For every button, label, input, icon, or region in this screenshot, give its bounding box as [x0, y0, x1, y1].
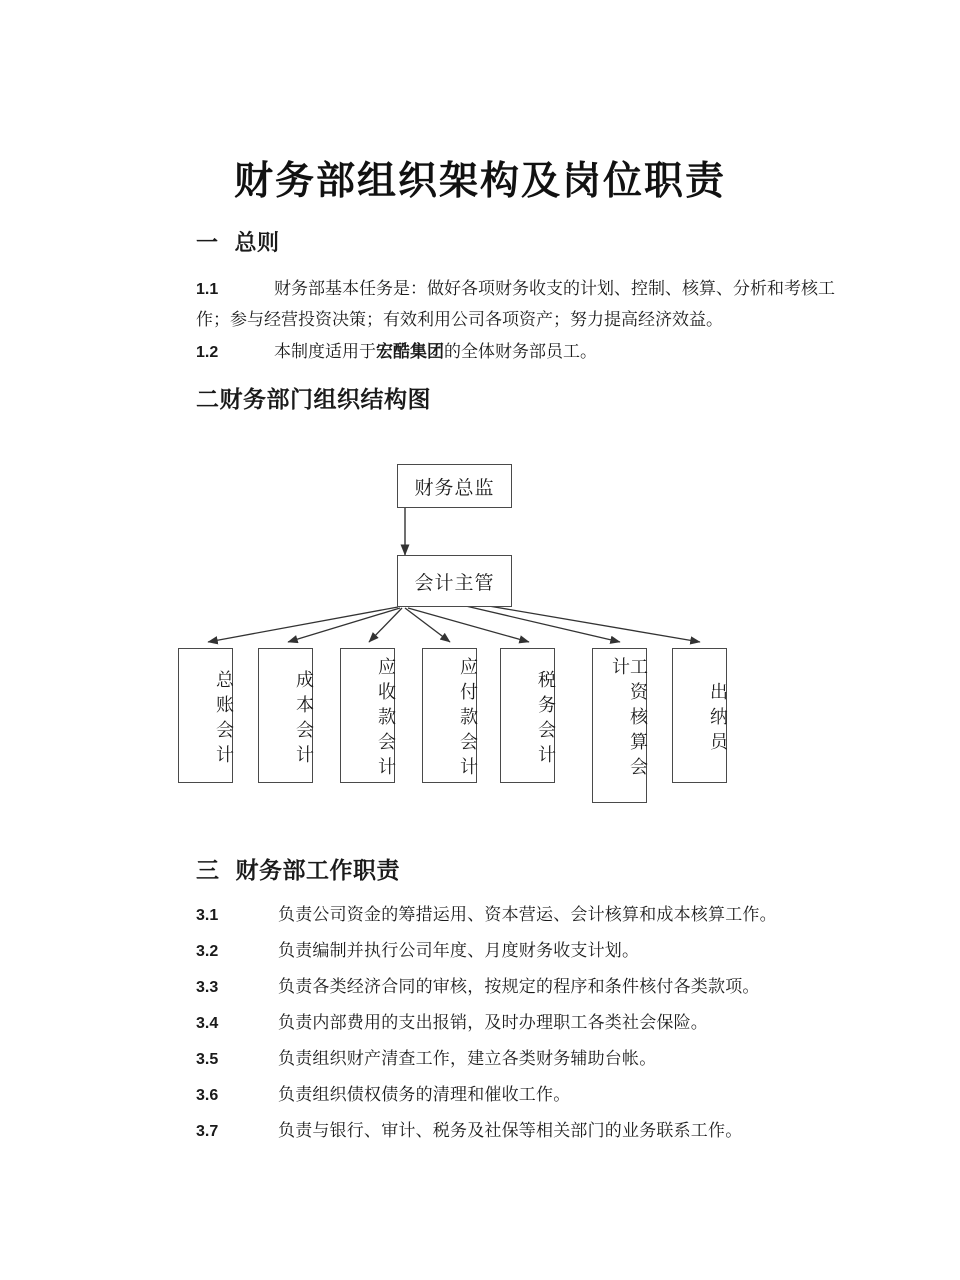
paragraph-1-1-number: 1.1	[196, 281, 219, 298]
org-box-staff-4: 应付款会计	[422, 648, 477, 783]
list-item-text: 负责编制并执行公司年度、月度财务收支计划。	[278, 941, 640, 961]
list-item	[196, 1044, 896, 1080]
list-item-number: 3.2	[196, 943, 219, 960]
list-item-number: 3.5	[196, 1051, 219, 1068]
section-3-heading	[196, 852, 400, 885]
org-box-staff-1: 总账会计	[178, 648, 233, 783]
org-chart	[150, 450, 810, 830]
section-2-title: 财务部门组织结构图	[219, 386, 431, 413]
list-item-number: 3.4	[196, 1015, 219, 1032]
org-box-staff-7: 出纳员	[672, 648, 727, 783]
org-box-staff-5: 税务会计	[500, 648, 555, 783]
list-item-text: 负责内部费用的支出报销，及时办理职工各类社会保险。	[278, 1013, 708, 1033]
paragraph-1-2	[196, 337, 856, 368]
org-box-staff-2: 成本会计	[258, 648, 313, 783]
paragraph-1-2-text-after: 的全体财务部员工。	[444, 342, 597, 362]
list-item	[196, 972, 896, 1008]
list-item-text: 负责公司资金的筹措运用、资本营运、会计核算和成本核算工作。	[278, 905, 777, 925]
company-name: 宏酷集团	[376, 342, 444, 362]
list-item	[196, 1008, 896, 1044]
list-item-text: 负责组织财产清查工作，建立各类财务辅助台帐。	[278, 1049, 657, 1069]
list-item-text: 负责组织债权债务的清理和催收工作。	[278, 1085, 571, 1105]
list-item-number: 3.1	[196, 907, 219, 924]
list-item-text: 负责各类经济合同的审核，按规定的程序和条件核付各类款项。	[278, 977, 760, 997]
org-box-director: 财务总监	[397, 464, 512, 508]
list-item-number: 3.6	[196, 1087, 219, 1104]
section-1-number: 一	[196, 230, 219, 256]
list-item-text: 负责与银行、审计、税务及社保等相关部门的业务联系工作。	[278, 1121, 743, 1141]
connector-manager-staff-5	[408, 608, 529, 642]
paragraph-1-1-text: 财务部基本任务是：做好各项财务收支的计划、控制、核算、分析和考核工作；参与经营投资决策；有效利用公司各项资产；努力提高经济效益。	[196, 279, 835, 330]
paragraph-1-2-text-before: 本制度适用于	[274, 342, 376, 362]
org-box-manager: 会计主管	[397, 555, 512, 607]
list-item-number: 3.7	[196, 1123, 219, 1140]
list-item	[196, 1080, 896, 1116]
list-item	[196, 1116, 896, 1152]
section-1-heading	[196, 226, 280, 257]
section-2-heading	[196, 381, 431, 414]
paragraph-1-1	[196, 274, 856, 335]
section-1-title: 总则	[234, 230, 280, 256]
org-box-staff-6: 工资核算会计	[592, 648, 647, 803]
list-item	[196, 900, 896, 936]
list-item-number: 3.3	[196, 979, 219, 996]
section-3-number: 三	[196, 857, 220, 884]
connector-manager-staff-2	[288, 608, 400, 642]
section-3-title: 财务部工作职责	[235, 857, 400, 884]
responsibility-list	[196, 900, 896, 1152]
section-2-number: 二	[196, 386, 220, 413]
connector-manager-staff-3	[369, 608, 402, 642]
list-item	[196, 936, 896, 972]
paragraph-1-2-number: 1.2	[196, 344, 219, 361]
connector-manager-staff-1	[208, 607, 398, 642]
org-box-staff-3: 应收款会计	[340, 648, 395, 783]
page-title: 财务部组织架构及岗位职责	[233, 158, 726, 205]
